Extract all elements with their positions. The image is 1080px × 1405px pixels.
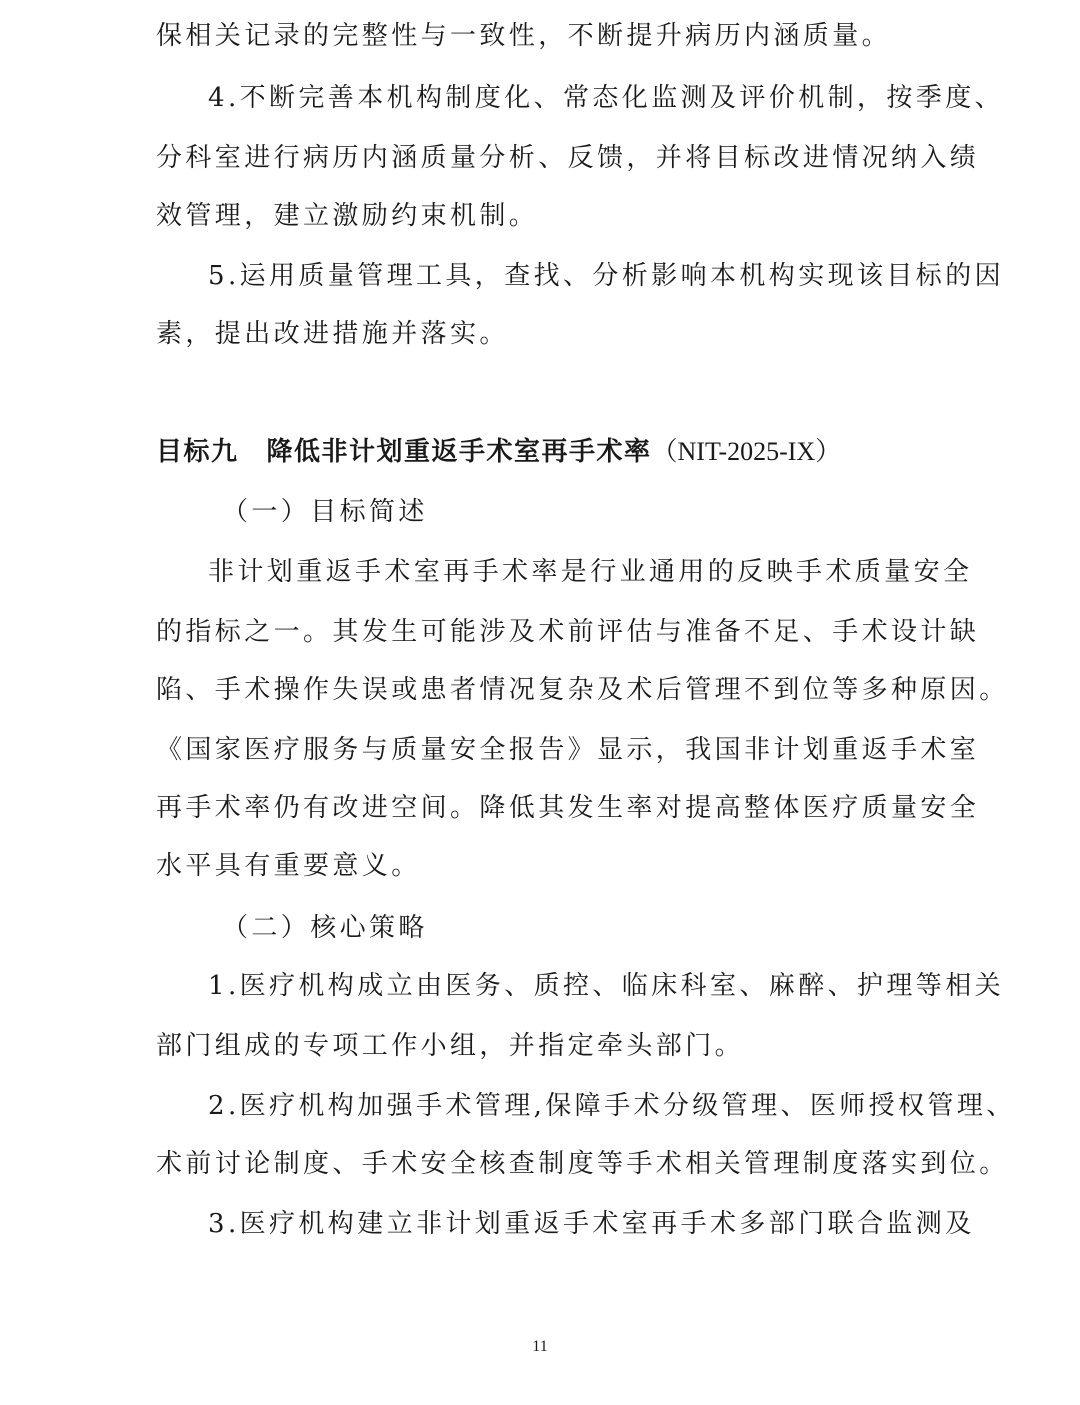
paragraph-line: 分科室进行病历内涵质量分析、反馈，并将目标改进情况纳入绩: [156, 143, 980, 173]
section-heading: （一）目标简述: [222, 497, 428, 527]
goal-heading: [156, 434, 926, 470]
goal-code: （NIT-2025-IX）: [651, 437, 842, 466]
paragraph-line: 1.医疗机构成立由医务、质控、临床科室、麻醉、护理等相关: [208, 971, 1005, 1001]
paragraph-line: 水平具有重要意义。: [156, 851, 421, 881]
paragraph-line: 部门组成的专项工作小组，并指定牵头部门。: [156, 1031, 745, 1061]
paragraph-line: 4.不断完善本机构制度化、常态化监测及评价机制，按季度、: [208, 83, 1005, 113]
goal-title: 降低非计划重返手术室再手术率: [266, 437, 652, 467]
page-number: 11: [532, 1338, 548, 1355]
paragraph-line: 《国家医疗服务与质量安全报告》显示，我国非计划重返手术室: [156, 735, 980, 765]
paragraph-line: 素，提出改进措施并落实。: [156, 319, 509, 349]
goal-label: 目标九: [156, 437, 239, 467]
paragraph-line: 陷、手术操作失误或患者情况复杂及术后管理不到位等多种原因。: [156, 675, 1009, 705]
paragraph-line: 的指标之一。其发生可能涉及术前评估与准备不足、手术设计缺: [156, 617, 980, 647]
section-heading: （二）核心策略: [222, 913, 428, 943]
paragraph-line: 5.运用质量管理工具，查找、分析影响本机构实现该目标的因: [208, 261, 1005, 291]
paragraph-line: 术前讨论制度、手术安全核查制度等手术相关管理制度落实到位。: [156, 1149, 1009, 1179]
paragraph-line: 保相关记录的完整性与一致性，不断提升病历内涵质量。: [156, 21, 892, 51]
paragraph-line: 3.医疗机构建立非计划重返手术室再手术多部门联合监测及: [208, 1209, 975, 1239]
paragraph-line: 2.医疗机构加强手术管理,保障手术分级管理、医师授权管理、: [208, 1091, 1016, 1121]
paragraph-line: 效管理，建立激励约束机制。: [156, 201, 539, 231]
paragraph-line: 再手术率仍有改进空间。降低其发生率对提高整体医疗质量安全: [156, 793, 980, 823]
paragraph-line: 非计划重返手术室再手术率是行业通用的反映手术质量安全: [208, 557, 973, 587]
